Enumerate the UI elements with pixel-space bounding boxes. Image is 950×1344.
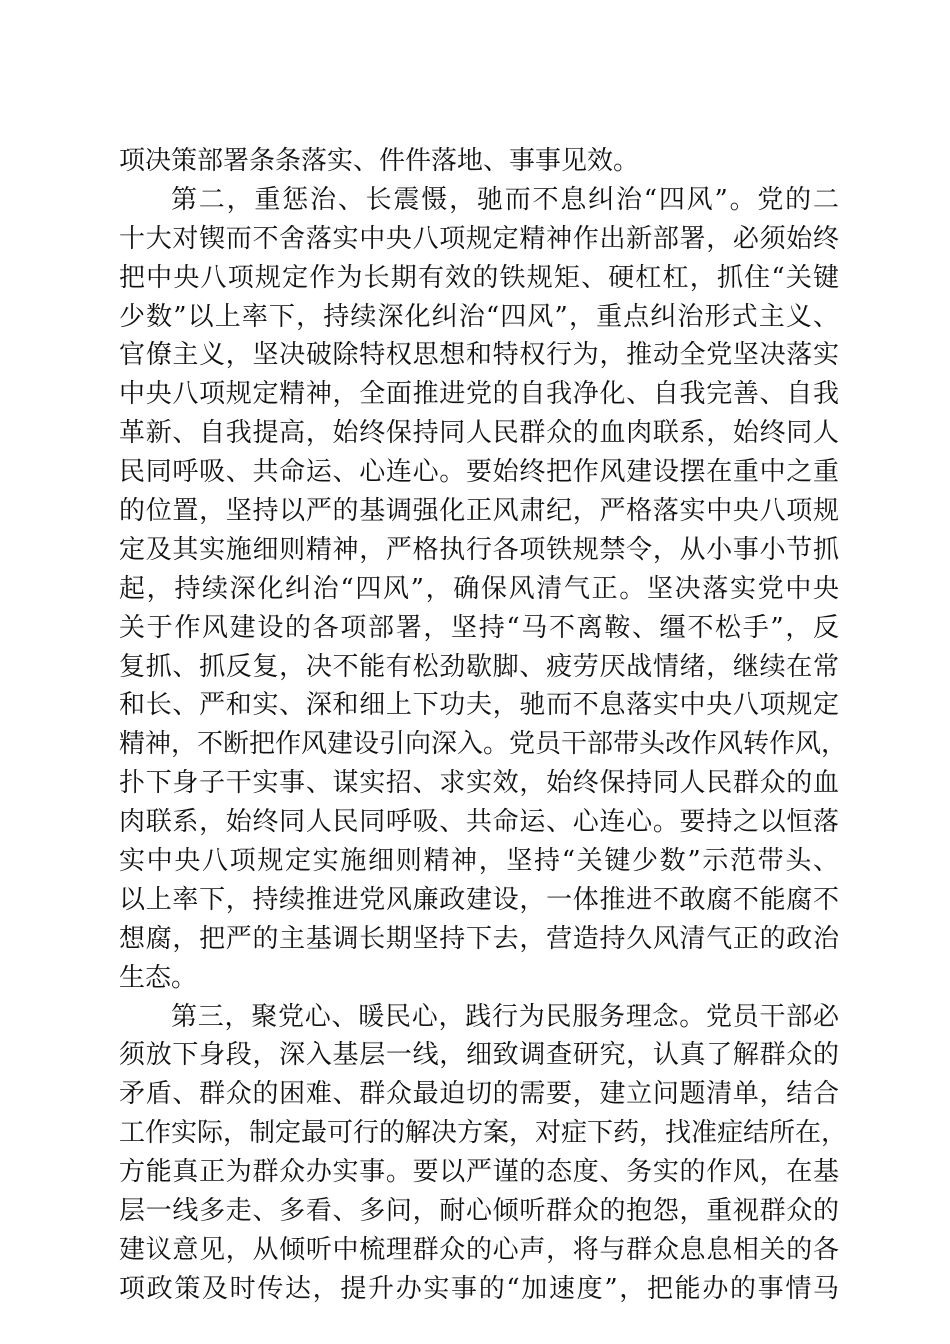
paragraph-third-point (119, 998, 848, 1309)
text-line: 工作实际，制定最可行的解决方案，对症下药，找准症结所在， (119, 1118, 848, 1149)
text-line: 以上率下，持续推进党风廉政建设，一体推进不敢腐不能腐不 (119, 884, 839, 915)
text-line: 扑下身子干实事、谋实招、求实效，始终保持同人民群众的血 (119, 768, 839, 799)
text-line: 方能真正为群众办实事。要以严谨的态度、务实的作风，在基 (119, 1157, 839, 1188)
text-line: 须放下身段，深入基层一线，细致调查研究，认真了解群众的 (119, 1040, 839, 1071)
text-line: 第三，聚党心、暖民心，践行为民服务理念。党员干部必 (171, 1001, 839, 1032)
text-line: 关于作风建设的各项部署，坚持“马不离鞍、缰不松手”，反 (119, 612, 839, 643)
text-line: 中央八项规定精神，全面推进党的自我净化、自我完善、自我 (119, 379, 839, 410)
text-line: 少数”以上率下，持续深化纠治“四风”，重点纠治形式主义、 (119, 301, 839, 332)
text-line: 十大对锲而不舍落实中央八项规定精神作出新部署，必须始终 (119, 223, 839, 254)
paragraph-second-point (119, 181, 848, 998)
text-line: 起，持续深化纠治“四风”，确保风清气正。坚决落实党中央 (119, 573, 839, 604)
text-line: 把中央八项规定作为长期有效的铁规矩、硬杠杠，抓住“关键 (119, 262, 839, 293)
paragraph-continuation (119, 142, 839, 181)
text-line: 民同呼吸、共命运、心连心。要始终把作风建设摆在重中之重 (119, 457, 839, 488)
text-line: 实中央八项规定实施细则精神，坚持“关键少数”示范带头、 (119, 846, 839, 877)
text-line: 复抓、抓反复，决不能有松劲歇脚、疲劳厌战情绪，继续在常 (119, 651, 839, 682)
text-line: 精神，不断把作风建设引向深入。党员干部带头改作风转作风， (119, 729, 848, 760)
text-line: 层一线多走、多看、多问，耐心倾听群众的抱怨，重视群众的 (119, 1196, 839, 1227)
text-line: 的位置，坚持以严的基调强化正风肃纪，严格落实中央八项规 (119, 496, 839, 527)
text-line: 官僚主义，坚决破除特权思想和特权行为，推动全党坚决落实 (119, 340, 839, 371)
text-line: 矛盾、群众的困难、群众最迫切的需要，建立问题清单，结合 (119, 1079, 839, 1110)
text-line: 想腐，把严的主基调长期坚持下去，营造持久风清气正的政治 (119, 923, 839, 954)
text-line: 项政策及时传达，提升办实事的“加速度”，把能办的事情马 (119, 1273, 839, 1304)
text-line: 定及其实施细则精神，严格执行各项铁规禁令，从小事小节抓 (119, 534, 839, 565)
body-text (119, 142, 848, 1309)
text-line: 项决策部署条条落实、件件落地、事事见效。 (119, 146, 640, 176)
text-line: 第二，重惩治、长震慑，驰而不息纠治“四风”。党的二 (171, 184, 839, 215)
text-line: 肉联系，始终同人民同呼吸、共命运、心连心。要持之以恒落 (119, 807, 839, 838)
text-line: 生态。 (119, 962, 198, 993)
text-line: 和长、严和实、深和细上下功夫，驰而不息落实中央八项规定 (119, 690, 839, 721)
text-line: 建议意见，从倾听中梳理群众的心声，将与群众息息相关的各 (119, 1234, 839, 1265)
text-line: 革新、自我提高，始终保持同人民群众的血肉联系，始终同人 (119, 418, 839, 449)
